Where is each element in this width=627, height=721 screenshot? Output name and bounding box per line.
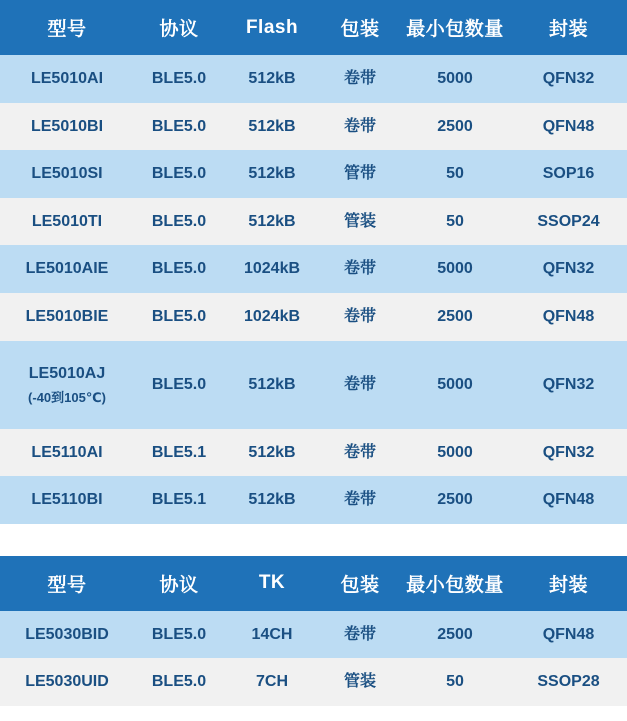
cell-tk: 14CH xyxy=(224,611,320,659)
table-separator xyxy=(0,524,627,556)
column-header-packing: 包装 xyxy=(320,0,400,55)
cell-moq: 5000 xyxy=(400,55,510,103)
cell-model: LE5010BI xyxy=(0,103,134,151)
cell-moq: 5000 xyxy=(400,341,510,429)
cell-protocol: BLE5.0 xyxy=(134,293,224,341)
column-header-tk: TK xyxy=(224,556,320,611)
cell-model: LE5010SI xyxy=(0,150,134,198)
cell-model: LE5010TI xyxy=(0,198,134,246)
cell-protocol: BLE5.0 xyxy=(134,245,224,293)
cell-package: QFN32 xyxy=(510,55,627,103)
cell-model-text: LE5010AJ xyxy=(28,364,106,382)
cell-package: QFN48 xyxy=(510,476,627,524)
cell-flash: 512kB xyxy=(224,429,320,477)
cell-flash: 1024kB xyxy=(224,293,320,341)
table-row xyxy=(0,55,627,103)
cell-protocol: BLE5.0 xyxy=(134,55,224,103)
table-header-row xyxy=(0,556,627,611)
cell-protocol: BLE5.1 xyxy=(134,476,224,524)
cell-packing: 卷带 xyxy=(320,611,400,659)
table-row xyxy=(0,429,627,477)
cell-protocol: BLE5.0 xyxy=(134,103,224,151)
table-row xyxy=(0,476,627,524)
cell-flash: 512kB xyxy=(224,55,320,103)
cell-tk: 7CH xyxy=(224,658,320,706)
cell-model: LE5010BIE xyxy=(0,293,134,341)
cell-flash: 512kB xyxy=(224,150,320,198)
cell-protocol: BLE5.0 xyxy=(134,658,224,706)
cell-packing: 卷带 xyxy=(320,293,400,341)
cell-moq: 50 xyxy=(400,658,510,706)
table-header-row xyxy=(0,0,627,55)
column-header-model: 型号 xyxy=(0,0,134,55)
column-header-package: 封装 xyxy=(510,556,627,611)
cell-flash: 512kB xyxy=(224,341,320,429)
cell-packing: 卷带 xyxy=(320,476,400,524)
cell-package: QFN48 xyxy=(510,293,627,341)
cell-model: LE5110BI xyxy=(0,476,134,524)
cell-flash: 512kB xyxy=(224,198,320,246)
cell-moq: 5000 xyxy=(400,245,510,293)
cell-packing: 卷带 xyxy=(320,103,400,151)
table-body xyxy=(0,55,627,524)
cell-moq: 2500 xyxy=(400,611,510,659)
table-row xyxy=(0,658,627,706)
cell-protocol: BLE5.0 xyxy=(134,611,224,659)
cell-package: QFN32 xyxy=(510,341,627,429)
cell-package: QFN48 xyxy=(510,103,627,151)
cell-package: SSOP24 xyxy=(510,198,627,246)
column-header-moq: 最小包数量 xyxy=(400,556,510,611)
cell-package: QFN48 xyxy=(510,611,627,659)
table-row xyxy=(0,341,627,429)
column-header-model: 型号 xyxy=(0,556,134,611)
cell-model: LE5010AIE xyxy=(0,245,134,293)
cell-package: SSOP28 xyxy=(510,658,627,706)
cell-flash: 512kB xyxy=(224,476,320,524)
cell-protocol: BLE5.0 xyxy=(134,341,224,429)
column-header-moq: 最小包数量 xyxy=(400,0,510,55)
cell-packing: 管带 xyxy=(320,150,400,198)
column-header-protocol: 协议 xyxy=(134,0,224,55)
column-header-package: 封装 xyxy=(510,0,627,55)
cell-model: LE5030UID xyxy=(0,658,134,706)
cell-model xyxy=(0,341,134,429)
cell-package: QFN32 xyxy=(510,245,627,293)
cell-moq: 5000 xyxy=(400,429,510,477)
cell-protocol: BLE5.1 xyxy=(134,429,224,477)
table-row xyxy=(0,103,627,151)
table-row xyxy=(0,198,627,246)
column-header-flash: Flash xyxy=(224,0,320,55)
column-header-protocol: 协议 xyxy=(134,556,224,611)
cell-moq: 50 xyxy=(400,198,510,246)
table-row xyxy=(0,245,627,293)
cell-moq: 2500 xyxy=(400,476,510,524)
cell-model-temp-range: (-40到105℃) xyxy=(28,390,106,406)
cell-packing: 卷带 xyxy=(320,429,400,477)
column-header-packing: 包装 xyxy=(320,556,400,611)
cell-packing: 卷带 xyxy=(320,245,400,293)
table-row xyxy=(0,611,627,659)
cell-packing: 卷带 xyxy=(320,55,400,103)
table-row xyxy=(0,293,627,341)
cell-flash: 512kB xyxy=(224,103,320,151)
cell-packing: 管装 xyxy=(320,658,400,706)
cell-model: LE5010AI xyxy=(0,55,134,103)
cell-flash: 1024kB xyxy=(224,245,320,293)
table-row xyxy=(0,150,627,198)
cell-packing: 管装 xyxy=(320,198,400,246)
cell-protocol: BLE5.0 xyxy=(134,198,224,246)
cell-moq: 2500 xyxy=(400,103,510,151)
cell-model: LE5030BID xyxy=(0,611,134,659)
product-table-tk xyxy=(0,556,627,706)
cell-moq: 2500 xyxy=(400,293,510,341)
cell-model: LE5110AI xyxy=(0,429,134,477)
cell-protocol: BLE5.0 xyxy=(134,150,224,198)
cell-packing: 卷带 xyxy=(320,341,400,429)
cell-package: QFN32 xyxy=(510,429,627,477)
cell-package: SOP16 xyxy=(510,150,627,198)
table-body xyxy=(0,611,627,706)
cell-moq: 50 xyxy=(400,150,510,198)
